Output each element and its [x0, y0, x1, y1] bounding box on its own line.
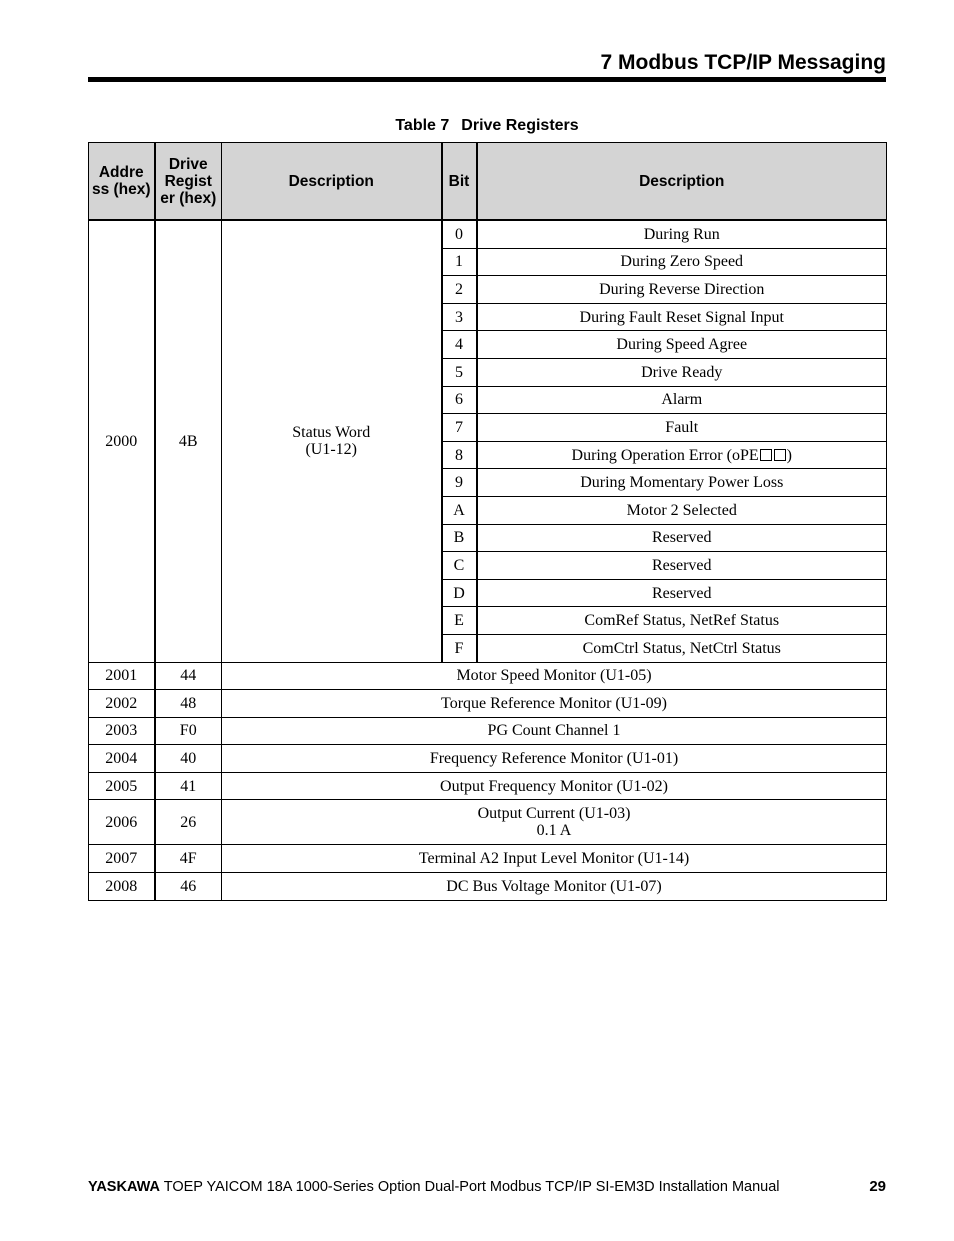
bit-cell: 5 [442, 358, 477, 386]
description-cell [222, 717, 887, 745]
table-row [89, 772, 887, 800]
page-number: 29 [869, 1178, 886, 1195]
description-text: Output Current (U1-03) [477, 805, 631, 823]
section-title: 7 Modbus TCP/IP Messaging [600, 51, 886, 74]
table-header-row [89, 143, 887, 221]
bit-description-cell [477, 441, 887, 469]
table-row [89, 220, 887, 248]
bit-cell: A [442, 496, 477, 524]
header-description: Description [222, 143, 442, 221]
footer-brand: YASKAWA [88, 1179, 160, 1195]
address-cell: 2007 [89, 845, 155, 873]
address-cell: 2003 [89, 717, 155, 745]
register-cell: 44 [155, 662, 222, 690]
register-cell: 48 [155, 690, 222, 718]
description-text: DC Bus Voltage Monitor (U1-07) [446, 877, 662, 895]
bit-description-cell: Reserved [477, 579, 887, 607]
bit-description-cell: Alarm [477, 386, 887, 414]
description-cell [222, 845, 887, 873]
register-cell: 40 [155, 745, 222, 773]
description-text: Output Frequency Monitor (U1-02) [440, 777, 668, 795]
register-cell: 41 [155, 772, 222, 800]
bit-description-cell: Fault [477, 414, 887, 442]
bit-description-cell: Motor 2 Selected [477, 496, 887, 524]
bit-description-cell: During Fault Reset Signal Input [477, 303, 887, 331]
table-caption-title: Drive Registers [461, 117, 579, 134]
table-row [89, 662, 887, 690]
footer [88, 1179, 780, 1195]
address-cell: 2006 [89, 800, 155, 845]
drive-registers-table [88, 142, 887, 901]
table-row [89, 717, 887, 745]
bit-description-cell: ComCtrl Status, NetCtrl Status [477, 634, 887, 662]
header-bit-description: Description [477, 143, 887, 221]
address-cell: 2008 [89, 873, 155, 901]
description-text: Frequency Reference Monitor (U1-01) [429, 750, 679, 768]
header-bit: Bit [442, 143, 477, 221]
address-cell: 2004 [89, 745, 155, 773]
bit-description-cell: Reserved [477, 552, 887, 580]
bit-cell: F [442, 634, 477, 662]
table-row [89, 745, 887, 773]
bit-cell: 0 [442, 220, 477, 248]
bit-cell: 6 [442, 386, 477, 414]
bit-cell: 1 [442, 248, 477, 276]
bit-description-cell: During Reverse Direction [477, 276, 887, 304]
bit-cell: E [442, 607, 477, 635]
register-cell: 46 [155, 873, 222, 901]
description-text: Motor Speed Monitor (U1-05) [456, 667, 652, 685]
description-cell [222, 662, 887, 690]
bit-cell: 3 [442, 303, 477, 331]
description-cell [222, 873, 887, 901]
bit-cell: 9 [442, 469, 477, 497]
register-cell: 26 [155, 800, 222, 845]
description-text: PG Count Channel 1 [487, 722, 621, 740]
address-cell: 2002 [89, 690, 155, 718]
description-text: Torque Reference Monitor (U1-09) [441, 694, 667, 712]
bit-description-suffix: ) [786, 446, 792, 464]
table-row [89, 873, 887, 901]
description-cell [222, 800, 887, 845]
status-description-line1: Status Word [292, 424, 371, 442]
description-text: Terminal A2 Input Level Monitor (U1-14) [418, 850, 690, 868]
description-cell [222, 690, 887, 718]
header-address: Addre ss (hex) [89, 143, 155, 221]
status-description-line2: (U1-12) [305, 441, 358, 459]
table-caption [88, 117, 886, 135]
table-caption-number: Table 7 [395, 117, 450, 134]
placeholder-square-icon [774, 449, 786, 461]
placeholder-square-icon [760, 449, 772, 461]
bit-cell: B [442, 524, 477, 552]
register-cell: 4F [155, 845, 222, 873]
table-row [89, 800, 887, 845]
bit-cell: 8 [442, 441, 477, 469]
register-cell: F0 [155, 717, 222, 745]
bit-cell: 7 [442, 414, 477, 442]
header-drive-register: Drive Regist er (hex) [155, 143, 222, 221]
description-unit: 0.1 A [536, 822, 572, 840]
bit-description-cell: During Zero Speed [477, 248, 887, 276]
bit-description-cell: During Run [477, 220, 887, 248]
bit-description-cell: During Speed Agree [477, 331, 887, 359]
status-description-cell [222, 220, 442, 662]
address-cell: 2001 [89, 662, 155, 690]
bit-description-cell: During Momentary Power Loss [477, 469, 887, 497]
bit-description-cell: Reserved [477, 524, 887, 552]
bit-cell: D [442, 579, 477, 607]
address-cell: 2005 [89, 772, 155, 800]
bit-description-cell: ComRef Status, NetRef Status [477, 607, 887, 635]
footer-text: TOEP YAICOM 18A 1000-Series Option Dual-Port Modbus TCP/IP SI-EM3D Installation Manual [163, 1179, 780, 1195]
status-address-cell: 2000 [89, 220, 155, 662]
description-cell [222, 772, 887, 800]
bit-description-cell: Drive Ready [477, 358, 887, 386]
bit-cell: C [442, 552, 477, 580]
table-row [89, 845, 887, 873]
bit-cell: 4 [442, 331, 477, 359]
header-rule [88, 77, 886, 82]
description-cell [222, 745, 887, 773]
bit-cell: 2 [442, 276, 477, 304]
status-register-cell: 4B [155, 220, 222, 662]
bit-description-prefix: During Operation Error (oPE [571, 446, 759, 464]
table-row [89, 690, 887, 718]
